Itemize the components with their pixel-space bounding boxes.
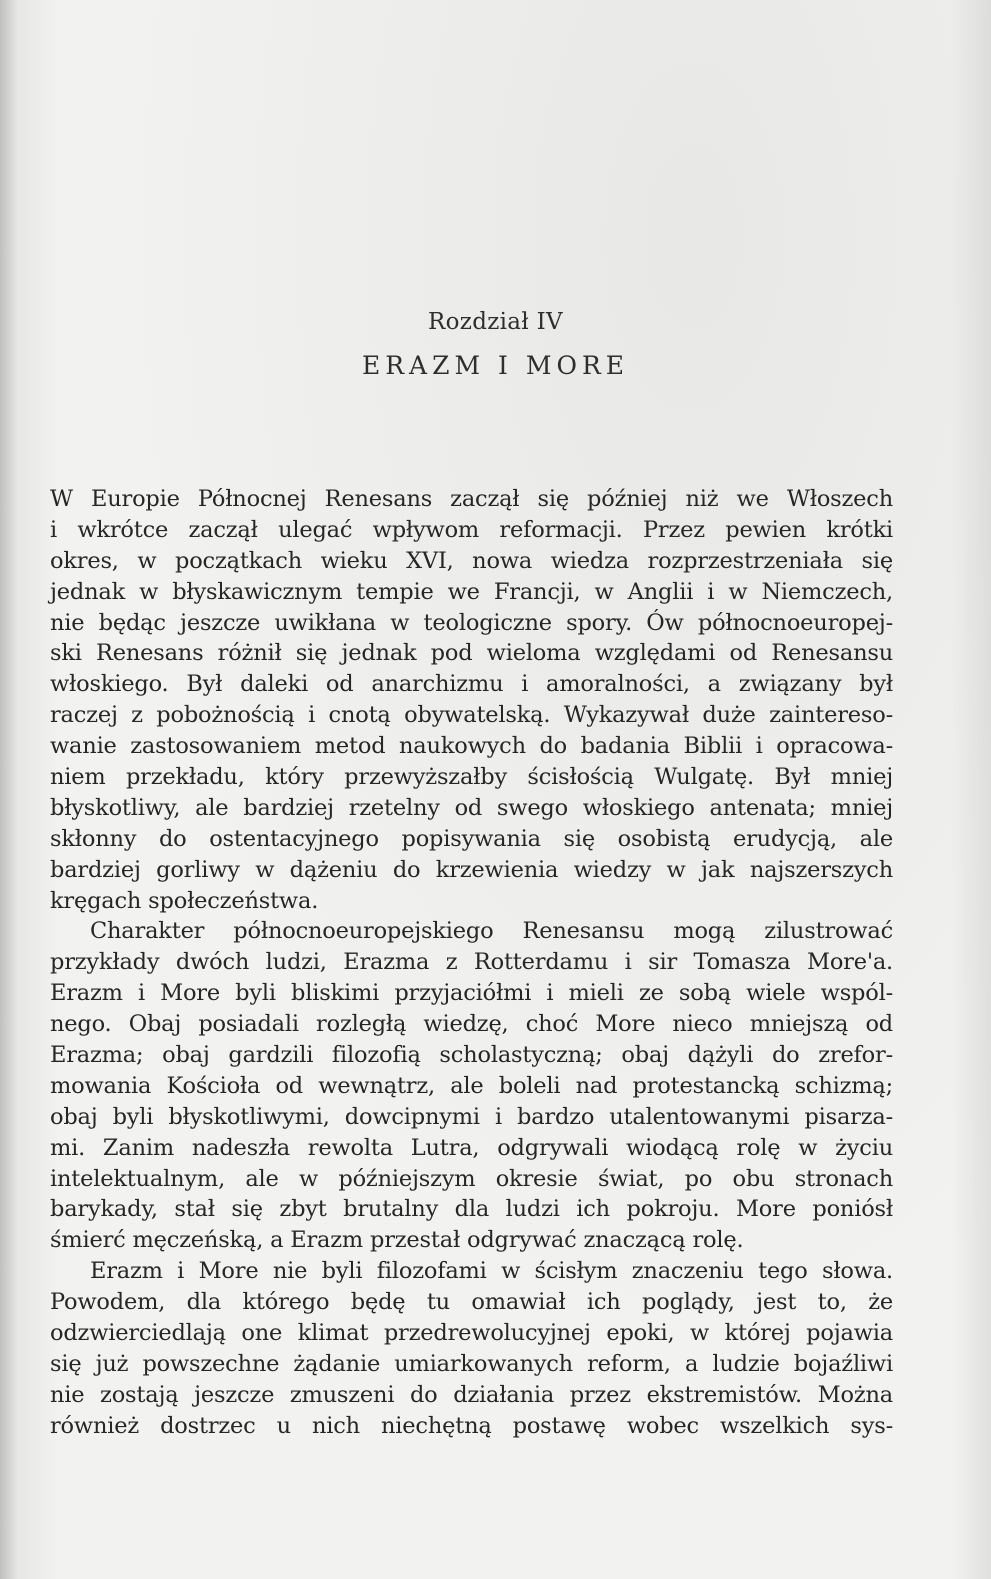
text-line: Erazm i More byli bliskimi przyjaciółmi i mieli ze sobą wiele wspól- [50,980,893,1007]
text-line: przykłady dwóch ludzi, Erazma z Rotterdamu i sir Tomasza More'a. [50,949,893,976]
body-text [50,484,893,1442]
paragraph [50,916,893,1256]
text-line: Powodem, dla którego będę tu omawiał ich poglądy, jest to, że [50,1289,893,1316]
chapter-title: ERAZM I MORE [361,351,630,380]
text-line: Erazm i More nie byli filozofami w ścisłym znaczeniu tego słowa. [90,1258,893,1285]
paragraph [50,1256,893,1441]
text-line: również dostrzec u nich niechętną postawę wobec wszelkich sys- [50,1412,893,1439]
text-line: bardziej gorliwy w dążeniu do krzewienia wiedzy w jak najszerszych [50,856,893,883]
text-line: okres, w początkach wieku XVI, nowa wiedza rozprzestrzeniała się [50,547,893,574]
text-line: raczej z pobożnością i cnotą obywatelską. Wykazywał duże zaintereso- [50,702,893,729]
text-line: skłonny do ostentacyjnego popisywania się osobistą erudycją, ale [50,825,893,852]
text-line: nego. Obaj posiadali rozległą wiedzę, choć More nieco mniejszą od [50,1011,893,1038]
text-line: ski Renesans różnił się jednak pod wieloma względami od Renesansu [50,640,893,667]
chapter-label: Rozdział IV [428,309,563,335]
text-line: wanie zastosowaniem metod naukowych do badania Biblii i opracowa- [50,733,893,760]
text-line: odzwierciedlają one klimat przedrewolucyjnej epoki, w której pojawia [50,1320,893,1347]
text-line: nie będąc jeszcze uwikłana w teologiczne spory. Ów północnoeuropej- [50,609,893,636]
text-line: się już powszechne żądanie umiarkowanych reform, a ludzie bojaźliwi [50,1350,893,1377]
text-line: i wkrótce zaczął ulegać wpływom reformacji. Przez pewien krótki [50,516,893,543]
text-line: niem przekładu, który przewyższałby ścisłością Wulgatę. Był mniej [50,764,893,791]
paragraph [50,484,893,916]
text-line: włoskiego. Był daleki od anarchizmu i amoralności, a związany był [50,671,893,698]
text-line: nie zostają jeszcze zmuszeni do działania przez ekstremistów. Można [50,1381,893,1408]
text-line: kręgach społeczeństwa. [50,887,319,914]
text-line: śmierć męczeńską, a Erazm przestał odgrywać znaczącą rolę. [50,1227,744,1254]
text-line: błyskotliwy, ale bardziej rzetelny od swego włoskiego antenata; mniej [50,794,893,821]
text-line: intelektualnym, ale w późniejszym okresie świat, po obu stronach [50,1165,893,1192]
text-line: mi. Zanim nadeszła rewolta Lutra, odgrywali wiodącą rolę w życiu [50,1134,893,1161]
text-line: obaj byli błyskotliwymi, dowcipnymi i bardzo utalentowanymi pisarza- [50,1103,893,1130]
text-line: Erazma; obaj gardzili filozofią scholastyczną; obaj dążyli do zrefor- [50,1042,893,1069]
text-line: barykady, stał się zbyt brutalny dla ludzi ich pokroju. More poniósł [50,1196,893,1223]
text-line: Charakter północnoeuropejskiego Renesansu mogą zilustrować [90,918,893,945]
text-line: W Europie Północnej Renesans zaczął się później niż we Włoszech [50,486,893,512]
text-line: mowania Kościoła od wewnątrz, ale boleli nad protestancką schizmą; [50,1072,893,1099]
text-line: jednak w błyskawicznym tempie we Francji, w Anglii i w Niemczech, [50,578,893,605]
